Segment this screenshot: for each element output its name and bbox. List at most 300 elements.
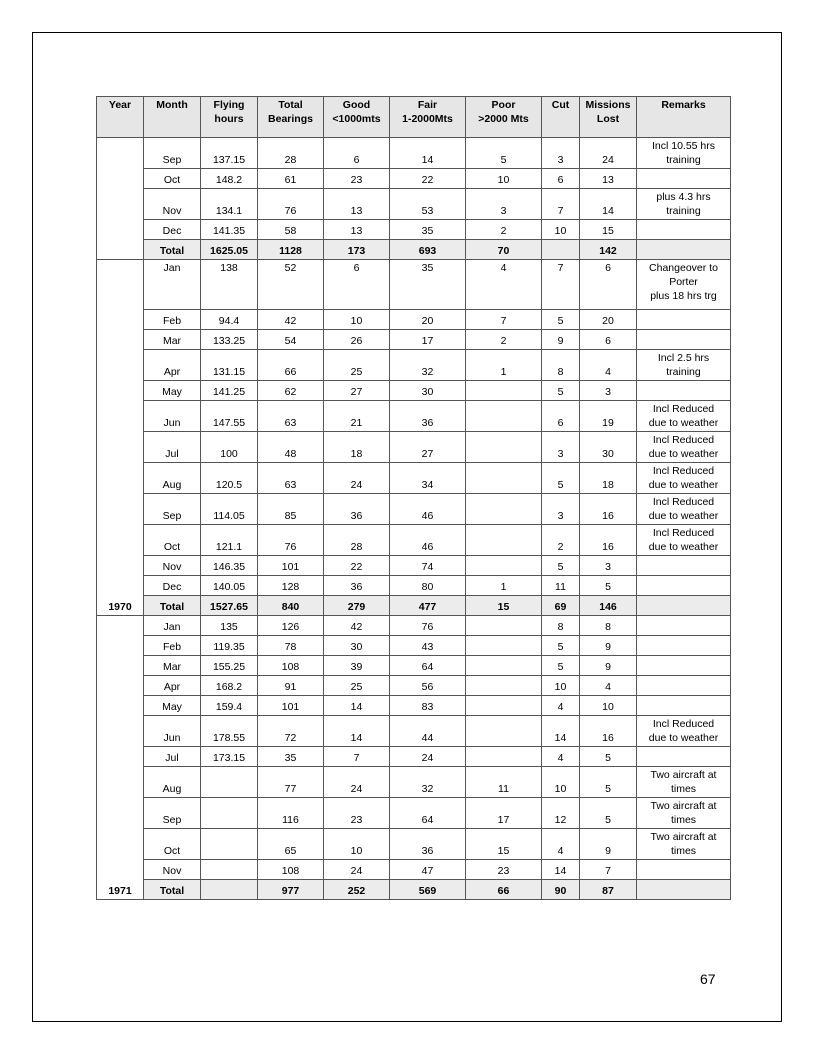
flying-hours-cell: 137.15	[201, 138, 258, 169]
month-cell: Sep	[144, 798, 201, 829]
fair-cell: 44	[390, 716, 466, 747]
cut-cell: 2	[542, 525, 580, 556]
fair-cell: 14	[390, 138, 466, 169]
missions-lost-cell: 6	[580, 260, 637, 310]
fair-cell: 47	[390, 860, 466, 880]
total-bearings-cell: 126	[258, 616, 324, 636]
month-cell: Jan	[144, 260, 201, 310]
flying-hours-cell	[201, 798, 258, 829]
cut-cell: 8	[542, 350, 580, 381]
cut-cell: 5	[542, 381, 580, 401]
good-cell: 10	[324, 829, 390, 860]
missions-lost-cell: 9	[580, 829, 637, 860]
flying-hours-cell: 1625.05	[201, 240, 258, 260]
poor-cell: 15	[466, 596, 542, 616]
flying-hours-cell: 94.4	[201, 310, 258, 330]
header-remarks: Remarks	[637, 97, 731, 138]
fair-cell: 22	[390, 169, 466, 189]
missions-lost-cell: 6	[580, 330, 637, 350]
fair-cell: 34	[390, 463, 466, 494]
header-year: Year	[97, 97, 144, 138]
flying-hours-cell: 131.15	[201, 350, 258, 381]
year-cell: 1970	[97, 260, 144, 616]
remarks-cell: Incl Reduced due to weather	[637, 716, 731, 747]
missions-lost-cell: 16	[580, 494, 637, 525]
poor-cell: 4	[466, 260, 542, 310]
total-row	[97, 240, 731, 260]
remarks-cell	[637, 636, 731, 656]
poor-cell	[466, 525, 542, 556]
remarks-cell	[637, 240, 731, 260]
missions-lost-cell: 3	[580, 556, 637, 576]
cut-cell: 4	[542, 747, 580, 767]
poor-cell: 2	[466, 220, 542, 240]
flying-hours-cell: 120.5	[201, 463, 258, 494]
month-cell: Total	[144, 240, 201, 260]
fair-cell: 83	[390, 696, 466, 716]
missions-lost-cell: 4	[580, 350, 637, 381]
good-cell: 39	[324, 656, 390, 676]
fair-cell: 35	[390, 220, 466, 240]
remarks-cell: Incl Reduced due to weather	[637, 432, 731, 463]
fair-cell: 46	[390, 525, 466, 556]
fair-cell: 32	[390, 767, 466, 798]
month-cell: Nov	[144, 860, 201, 880]
cut-cell: 5	[542, 463, 580, 494]
missions-lost-cell: 10	[580, 696, 637, 716]
header-month: Month	[144, 97, 201, 138]
cut-cell: 3	[542, 138, 580, 169]
poor-cell: 5	[466, 138, 542, 169]
month-cell: Nov	[144, 556, 201, 576]
missions-lost-cell: 5	[580, 576, 637, 596]
month-cell: Dec	[144, 576, 201, 596]
total-bearings-cell: 108	[258, 860, 324, 880]
good-cell: 23	[324, 169, 390, 189]
total-bearings-cell: 77	[258, 767, 324, 798]
flying-hours-cell: 119.35	[201, 636, 258, 656]
fair-cell: 36	[390, 401, 466, 432]
missions-lost-cell: 16	[580, 716, 637, 747]
cut-cell: 6	[542, 401, 580, 432]
poor-cell	[466, 381, 542, 401]
table-row	[97, 716, 731, 747]
table-row	[97, 350, 731, 381]
poor-cell	[466, 696, 542, 716]
total-bearings-cell: 62	[258, 381, 324, 401]
header-good: Good <1000mts	[324, 97, 390, 138]
flying-hours-table	[96, 96, 731, 900]
missions-lost-cell: 19	[580, 401, 637, 432]
good-cell: 25	[324, 676, 390, 696]
month-cell: May	[144, 381, 201, 401]
header-fair: Fair 1-2000Mts	[390, 97, 466, 138]
table-row	[97, 463, 731, 494]
table-row	[97, 310, 731, 330]
poor-cell: 17	[466, 798, 542, 829]
missions-lost-cell: 9	[580, 656, 637, 676]
missions-lost-cell: 15	[580, 220, 637, 240]
cut-cell: 14	[542, 716, 580, 747]
cut-cell: 5	[542, 310, 580, 330]
missions-lost-cell: 3	[580, 381, 637, 401]
month-cell: Oct	[144, 525, 201, 556]
total-bearings-cell: 54	[258, 330, 324, 350]
flying-hours-cell: 140.05	[201, 576, 258, 596]
missions-lost-cell: 20	[580, 310, 637, 330]
flying-hours-cell: 159.4	[201, 696, 258, 716]
cut-cell: 12	[542, 798, 580, 829]
cut-cell: 3	[542, 432, 580, 463]
remarks-cell	[637, 676, 731, 696]
total-bearings-cell: 63	[258, 401, 324, 432]
table-row	[97, 636, 731, 656]
good-cell: 10	[324, 310, 390, 330]
fair-cell: 693	[390, 240, 466, 260]
good-cell: 24	[324, 767, 390, 798]
table-row	[97, 494, 731, 525]
cut-cell: 3	[542, 494, 580, 525]
flying-hours-cell: 133.25	[201, 330, 258, 350]
good-cell: 24	[324, 463, 390, 494]
missions-lost-cell: 4	[580, 676, 637, 696]
remarks-cell: Incl Reduced due to weather	[637, 494, 731, 525]
flying-hours-cell: 1527.65	[201, 596, 258, 616]
flying-hours-cell: 141.25	[201, 381, 258, 401]
table-row	[97, 220, 731, 240]
month-cell: Jun	[144, 401, 201, 432]
table-row	[97, 330, 731, 350]
table-row	[97, 525, 731, 556]
poor-cell	[466, 616, 542, 636]
flying-hours-cell	[201, 880, 258, 900]
month-cell: Sep	[144, 494, 201, 525]
total-bearings-cell: 35	[258, 747, 324, 767]
table-row	[97, 381, 731, 401]
fair-cell: 30	[390, 381, 466, 401]
remarks-cell	[637, 576, 731, 596]
good-cell: 23	[324, 798, 390, 829]
remarks-cell	[637, 556, 731, 576]
total-bearings-cell: 128	[258, 576, 324, 596]
flying-hours-cell	[201, 860, 258, 880]
poor-cell: 70	[466, 240, 542, 260]
total-bearings-cell: 76	[258, 525, 324, 556]
missions-lost-cell: 18	[580, 463, 637, 494]
poor-cell	[466, 656, 542, 676]
missions-lost-cell: 146	[580, 596, 637, 616]
total-row	[97, 596, 731, 616]
month-cell: Nov	[144, 189, 201, 220]
flying-hours-cell: 121.1	[201, 525, 258, 556]
flying-hours-cell: 178.55	[201, 716, 258, 747]
table-row	[97, 576, 731, 596]
cut-cell: 9	[542, 330, 580, 350]
total-bearings-cell: 28	[258, 138, 324, 169]
total-bearings-cell: 101	[258, 556, 324, 576]
fair-cell: 43	[390, 636, 466, 656]
total-bearings-cell: 58	[258, 220, 324, 240]
missions-lost-cell: 5	[580, 767, 637, 798]
missions-lost-cell: 13	[580, 169, 637, 189]
good-cell: 42	[324, 616, 390, 636]
total-bearings-cell: 63	[258, 463, 324, 494]
poor-cell	[466, 636, 542, 656]
cut-cell: 11	[542, 576, 580, 596]
table-row	[97, 138, 731, 169]
cut-cell: 7	[542, 189, 580, 220]
fair-cell: 80	[390, 576, 466, 596]
good-cell: 36	[324, 576, 390, 596]
good-cell: 279	[324, 596, 390, 616]
good-cell: 26	[324, 330, 390, 350]
cut-cell	[542, 240, 580, 260]
missions-lost-cell: 9	[580, 636, 637, 656]
remarks-cell: Two aircraft at times	[637, 767, 731, 798]
fair-cell: 56	[390, 676, 466, 696]
flying-hours-cell	[201, 767, 258, 798]
flying-hours-cell: 114.05	[201, 494, 258, 525]
fair-cell: 46	[390, 494, 466, 525]
poor-cell: 66	[466, 880, 542, 900]
total-bearings-cell: 108	[258, 656, 324, 676]
table-row	[97, 747, 731, 767]
poor-cell: 1	[466, 350, 542, 381]
remarks-cell	[637, 880, 731, 900]
fair-cell: 17	[390, 330, 466, 350]
total-bearings-cell: 101	[258, 696, 324, 716]
good-cell: 25	[324, 350, 390, 381]
poor-cell: 23	[466, 860, 542, 880]
flying-hours-cell: 135	[201, 616, 258, 636]
remarks-cell: Incl Reduced due to weather	[637, 463, 731, 494]
remarks-cell: Incl 10.55 hrs training	[637, 138, 731, 169]
total-bearings-cell: 52	[258, 260, 324, 310]
fair-cell: 64	[390, 798, 466, 829]
month-cell: Jul	[144, 432, 201, 463]
good-cell: 14	[324, 716, 390, 747]
remarks-cell	[637, 310, 731, 330]
good-cell: 27	[324, 381, 390, 401]
month-cell: Jun	[144, 716, 201, 747]
header-row	[97, 97, 731, 138]
remarks-cell	[637, 860, 731, 880]
header-missions-lost: Missions Lost	[580, 97, 637, 138]
flying-hours-cell: 147.55	[201, 401, 258, 432]
total-bearings-cell: 840	[258, 596, 324, 616]
flying-hours-cell: 100	[201, 432, 258, 463]
month-cell: Dec	[144, 220, 201, 240]
fair-cell: 53	[390, 189, 466, 220]
total-bearings-cell: 61	[258, 169, 324, 189]
total-bearings-cell: 72	[258, 716, 324, 747]
cut-cell: 10	[542, 676, 580, 696]
table-row	[97, 656, 731, 676]
table-row	[97, 829, 731, 860]
good-cell: 252	[324, 880, 390, 900]
remarks-cell	[637, 616, 731, 636]
table-row	[97, 696, 731, 716]
month-cell: Sep	[144, 138, 201, 169]
table-row	[97, 432, 731, 463]
fair-cell: 477	[390, 596, 466, 616]
poor-cell: 2	[466, 330, 542, 350]
good-cell: 173	[324, 240, 390, 260]
cut-cell: 69	[542, 596, 580, 616]
flying-hours-cell: 173.15	[201, 747, 258, 767]
month-cell: Jan	[144, 616, 201, 636]
month-cell: Total	[144, 596, 201, 616]
remarks-cell: Incl Reduced due to weather	[637, 525, 731, 556]
missions-lost-cell: 87	[580, 880, 637, 900]
remarks-cell	[637, 656, 731, 676]
flying-hours-cell: 138	[201, 260, 258, 310]
poor-cell	[466, 556, 542, 576]
good-cell: 6	[324, 138, 390, 169]
month-cell: Jul	[144, 747, 201, 767]
fair-cell: 24	[390, 747, 466, 767]
missions-lost-cell: 24	[580, 138, 637, 169]
month-cell: Mar	[144, 656, 201, 676]
table-row	[97, 260, 731, 310]
table-row	[97, 169, 731, 189]
missions-lost-cell: 142	[580, 240, 637, 260]
year-cell: 1971	[97, 616, 144, 900]
good-cell: 6	[324, 260, 390, 310]
fair-cell: 76	[390, 616, 466, 636]
poor-cell	[466, 747, 542, 767]
header-flying-hours: Flying hours	[201, 97, 258, 138]
fair-cell: 74	[390, 556, 466, 576]
poor-cell: 11	[466, 767, 542, 798]
month-cell: Total	[144, 880, 201, 900]
missions-lost-cell: 5	[580, 747, 637, 767]
total-bearings-cell: 116	[258, 798, 324, 829]
remarks-cell: Incl 2.5 hrs training	[637, 350, 731, 381]
good-cell: 7	[324, 747, 390, 767]
good-cell: 21	[324, 401, 390, 432]
cut-cell: 8	[542, 616, 580, 636]
remarks-cell: plus 4.3 hrs training	[637, 189, 731, 220]
total-bearings-cell: 48	[258, 432, 324, 463]
total-bearings-cell: 66	[258, 350, 324, 381]
remarks-cell	[637, 220, 731, 240]
poor-cell	[466, 401, 542, 432]
cut-cell: 4	[542, 696, 580, 716]
total-bearings-cell: 42	[258, 310, 324, 330]
fair-cell: 20	[390, 310, 466, 330]
header-poor: Poor >2000 Mts	[466, 97, 542, 138]
cut-cell: 10	[542, 767, 580, 798]
total-bearings-cell: 76	[258, 189, 324, 220]
remarks-cell	[637, 169, 731, 189]
cut-cell: 90	[542, 880, 580, 900]
cut-cell: 7	[542, 260, 580, 310]
remarks-cell	[637, 381, 731, 401]
total-bearings-cell: 1128	[258, 240, 324, 260]
flying-hours-cell	[201, 829, 258, 860]
fair-cell: 36	[390, 829, 466, 860]
poor-cell: 1	[466, 576, 542, 596]
remarks-cell	[637, 330, 731, 350]
total-bearings-cell: 78	[258, 636, 324, 656]
poor-cell	[466, 716, 542, 747]
table-row	[97, 189, 731, 220]
year-cell	[97, 138, 144, 260]
header-total-bearings: Total Bearings	[258, 97, 324, 138]
flying-hours-cell: 168.2	[201, 676, 258, 696]
missions-lost-cell: 5	[580, 798, 637, 829]
good-cell: 36	[324, 494, 390, 525]
cut-cell: 5	[542, 556, 580, 576]
table-row	[97, 616, 731, 636]
cut-cell: 4	[542, 829, 580, 860]
fair-cell: 569	[390, 880, 466, 900]
good-cell: 13	[324, 220, 390, 240]
total-bearings-cell: 65	[258, 829, 324, 860]
table-row	[97, 676, 731, 696]
good-cell: 24	[324, 860, 390, 880]
poor-cell: 15	[466, 829, 542, 860]
missions-lost-cell: 16	[580, 525, 637, 556]
table-row	[97, 798, 731, 829]
good-cell: 18	[324, 432, 390, 463]
flying-hours-cell: 148.2	[201, 169, 258, 189]
month-cell: Aug	[144, 767, 201, 798]
month-cell: May	[144, 696, 201, 716]
flying-hours-cell: 141.35	[201, 220, 258, 240]
table-row	[97, 556, 731, 576]
remarks-cell: Two aircraft at times	[637, 829, 731, 860]
total-bearings-cell: 91	[258, 676, 324, 696]
missions-lost-cell: 14	[580, 189, 637, 220]
month-cell: Oct	[144, 169, 201, 189]
good-cell: 30	[324, 636, 390, 656]
header-cut: Cut	[542, 97, 580, 138]
month-cell: Apr	[144, 676, 201, 696]
remarks-cell: Changeover to Porter plus 18 hrs trg	[637, 260, 731, 310]
remarks-cell	[637, 696, 731, 716]
flying-hours-cell: 146.35	[201, 556, 258, 576]
table-row	[97, 860, 731, 880]
missions-lost-cell: 7	[580, 860, 637, 880]
table-body	[97, 138, 731, 900]
good-cell: 13	[324, 189, 390, 220]
poor-cell: 10	[466, 169, 542, 189]
cut-cell: 5	[542, 636, 580, 656]
good-cell: 28	[324, 525, 390, 556]
remarks-cell: Incl Reduced due to weather	[637, 401, 731, 432]
flying-hours-cell: 134.1	[201, 189, 258, 220]
month-cell: Mar	[144, 330, 201, 350]
poor-cell: 7	[466, 310, 542, 330]
fair-cell: 27	[390, 432, 466, 463]
flying-hours-cell: 155.25	[201, 656, 258, 676]
good-cell: 22	[324, 556, 390, 576]
remarks-cell	[637, 596, 731, 616]
poor-cell	[466, 432, 542, 463]
missions-lost-cell: 8	[580, 616, 637, 636]
remarks-cell: Two aircraft at times	[637, 798, 731, 829]
total-bearings-cell: 85	[258, 494, 324, 525]
missions-lost-cell: 30	[580, 432, 637, 463]
cut-cell: 14	[542, 860, 580, 880]
fair-cell: 35	[390, 260, 466, 310]
cut-cell: 5	[542, 656, 580, 676]
fair-cell: 32	[390, 350, 466, 381]
month-cell: Feb	[144, 310, 201, 330]
month-cell: Oct	[144, 829, 201, 860]
